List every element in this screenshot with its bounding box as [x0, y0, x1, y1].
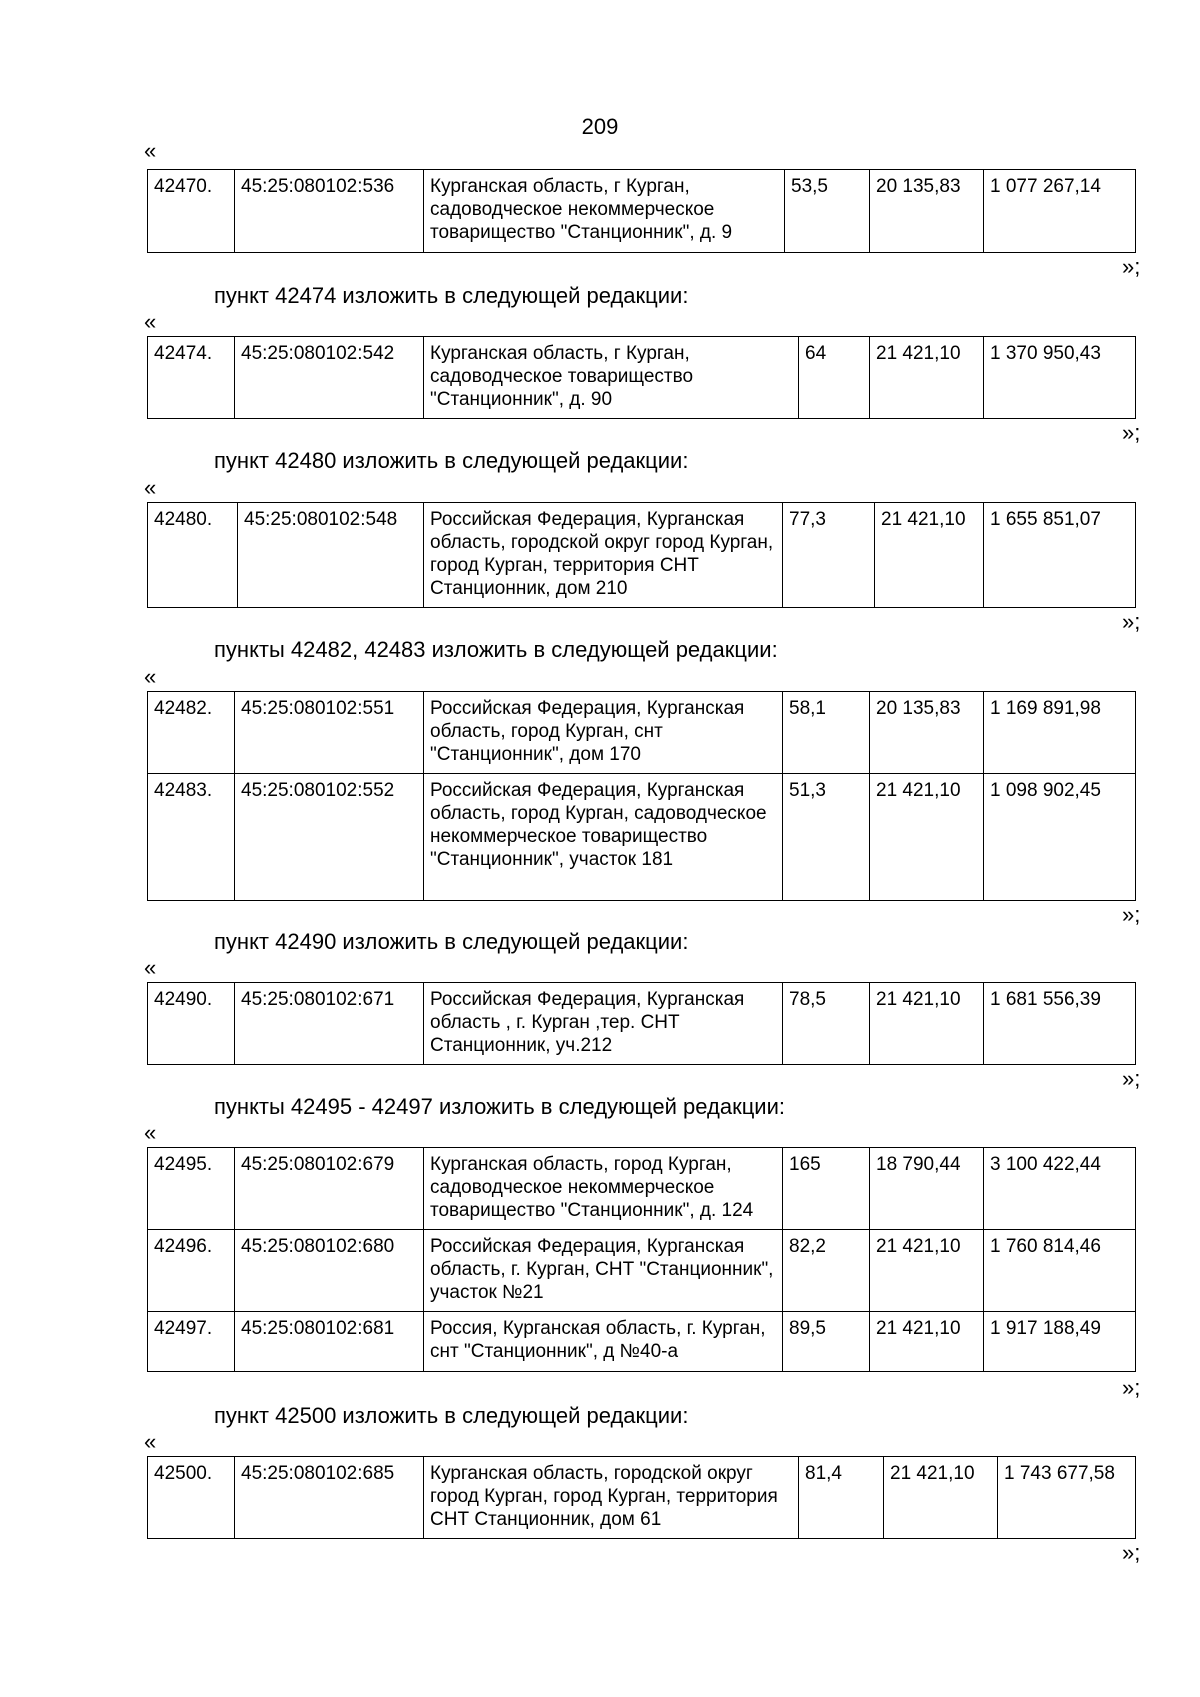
opening-quote: « — [144, 664, 157, 689]
cadastral-number-cell: 45:25:080102:671 — [235, 983, 424, 1065]
item-number-cell: 42490. — [148, 983, 235, 1065]
item-number-cell: 42480. — [148, 503, 238, 608]
closing-quote: »; — [1122, 254, 1141, 279]
closing-quote: »; — [1122, 1066, 1141, 1091]
area-cell: 81,4 — [799, 1457, 884, 1539]
property-table — [147, 169, 1136, 253]
rate-cell: 21 421,10 — [870, 1312, 984, 1372]
opening-quote: « — [144, 475, 157, 500]
item-number-cell: 42482. — [148, 692, 235, 774]
value-cell: 1 370 950,43 — [984, 337, 1136, 419]
rate-cell: 21 421,10 — [870, 1230, 984, 1312]
closing-quote: »; — [1122, 420, 1141, 445]
area-cell: 165 — [783, 1148, 870, 1230]
table-row — [148, 983, 1136, 1065]
area-cell: 78,5 — [783, 983, 870, 1065]
property-table — [147, 502, 1136, 608]
value-cell: 1 760 814,46 — [984, 1230, 1136, 1312]
item-number-cell: 42470. — [148, 170, 235, 253]
amendment-heading: пункты 42495 - 42497 изложить в следующей редакции: — [214, 1094, 786, 1119]
address-cell: Курганская область, город Курган, садоводческое некоммерческое товарищество "Станционник", д. 124 — [424, 1148, 783, 1230]
cadastral-number-cell: 45:25:080102:552 — [235, 774, 424, 901]
opening-quote: « — [144, 138, 157, 163]
value-cell: 1 169 891,98 — [984, 692, 1136, 774]
closing-quote: »; — [1122, 902, 1141, 927]
table-row — [148, 774, 1136, 901]
value-cell: 3 100 422,44 — [984, 1148, 1136, 1230]
area-cell: 82,2 — [783, 1230, 870, 1312]
table-row — [148, 692, 1136, 774]
property-table — [147, 1147, 1136, 1372]
table-row — [148, 1312, 1136, 1372]
amendment-heading: пункт 42474 изложить в следующей редакции: — [214, 283, 689, 308]
item-number-cell: 42500. — [148, 1457, 235, 1539]
value-cell: 1 098 902,45 — [984, 774, 1136, 901]
table-row — [148, 337, 1136, 419]
cadastral-number-cell: 45:25:080102:551 — [235, 692, 424, 774]
opening-quote: « — [144, 309, 157, 334]
value-cell: 1 743 677,58 — [998, 1457, 1136, 1539]
cadastral-number-cell: 45:25:080102:681 — [235, 1312, 424, 1372]
rate-cell: 18 790,44 — [870, 1148, 984, 1230]
table-row — [148, 1230, 1136, 1312]
closing-quote: »; — [1122, 609, 1141, 634]
closing-quote: »; — [1122, 1375, 1141, 1400]
area-cell: 53,5 — [785, 170, 870, 253]
cadastral-number-cell: 45:25:080102:548 — [238, 503, 424, 608]
address-cell: Курганская область, городской округ город Курган, город Курган, территория СНТ Станционник, дом 61 — [424, 1457, 799, 1539]
area-cell: 64 — [799, 337, 870, 419]
value-cell: 1 917 188,49 — [984, 1312, 1136, 1372]
area-cell: 58,1 — [783, 692, 870, 774]
amendment-heading: пункт 42490 изложить в следующей редакции: — [214, 929, 689, 954]
cadastral-number-cell: 45:25:080102:680 — [235, 1230, 424, 1312]
address-cell: Россия, Курганская область, г. Курган, снт "Станционник", д №40-а — [424, 1312, 783, 1372]
opening-quote: « — [144, 1429, 157, 1454]
amendment-heading: пункт 42480 изложить в следующей редакции: — [214, 448, 689, 473]
property-table — [147, 1456, 1136, 1539]
amendment-heading: пункт 42500 изложить в следующей редакции: — [214, 1403, 689, 1428]
closing-quote: »; — [1122, 1540, 1141, 1565]
rate-cell: 21 421,10 — [870, 983, 984, 1065]
address-cell: Российская Федерация, Курганская область, город Курган, снт "Станционник", дом 170 — [424, 692, 783, 774]
cadastral-number-cell: 45:25:080102:542 — [235, 337, 424, 419]
opening-quote: « — [144, 1120, 157, 1145]
property-table — [147, 691, 1136, 901]
area-cell: 89,5 — [783, 1312, 870, 1372]
property-table — [147, 982, 1136, 1065]
address-cell: Российская Федерация, Курганская область, г. Курган, СНТ "Станционник", участок №21 — [424, 1230, 783, 1312]
address-cell: Российская Федерация, Курганская область, городской округ город Курган, город Курган, территория СНТ Станционник, дом 210 — [424, 503, 783, 608]
value-cell: 1 077 267,14 — [984, 170, 1136, 253]
table-row — [148, 503, 1136, 608]
item-number-cell: 42496. — [148, 1230, 235, 1312]
rate-cell: 21 421,10 — [870, 774, 984, 901]
amendment-heading: пункты 42482, 42483 изложить в следующей редакции: — [214, 637, 778, 662]
address-cell: Курганская область, г Курган, садоводческое некоммерческое товарищество "Станционник", д. 9 — [424, 170, 785, 253]
address-cell: Курганская область, г Курган, садоводческое товарищество "Станционник", д. 90 — [424, 337, 799, 419]
rate-cell: 20 135,83 — [870, 692, 984, 774]
value-cell: 1 681 556,39 — [984, 983, 1136, 1065]
rate-cell: 21 421,10 — [875, 503, 984, 608]
table-row — [148, 170, 1136, 253]
item-number-cell: 42483. — [148, 774, 235, 901]
cadastral-number-cell: 45:25:080102:679 — [235, 1148, 424, 1230]
item-number-cell: 42495. — [148, 1148, 235, 1230]
cadastral-number-cell: 45:25:080102:685 — [235, 1457, 424, 1539]
address-cell: Российская Федерация, Курганская область , г. Курган ,тер. СНТ Станционник, уч.212 — [424, 983, 783, 1065]
address-cell: Российская Федерация, Курганская область, город Курган, садоводческое некоммерческое товарищество "Станционник", участок 181 — [424, 774, 783, 901]
cadastral-number-cell: 45:25:080102:536 — [235, 170, 424, 253]
opening-quote: « — [144, 955, 157, 980]
rate-cell: 20 135,83 — [870, 170, 984, 253]
area-cell: 77,3 — [783, 503, 875, 608]
table-row — [148, 1148, 1136, 1230]
value-cell: 1 655 851,07 — [984, 503, 1136, 608]
page-number: 209 — [581, 114, 619, 139]
property-table — [147, 336, 1136, 419]
rate-cell: 21 421,10 — [884, 1457, 998, 1539]
rate-cell: 21 421,10 — [870, 337, 984, 419]
area-cell: 51,3 — [783, 774, 870, 901]
table-row — [148, 1457, 1136, 1539]
item-number-cell: 42474. — [148, 337, 235, 419]
item-number-cell: 42497. — [148, 1312, 235, 1372]
